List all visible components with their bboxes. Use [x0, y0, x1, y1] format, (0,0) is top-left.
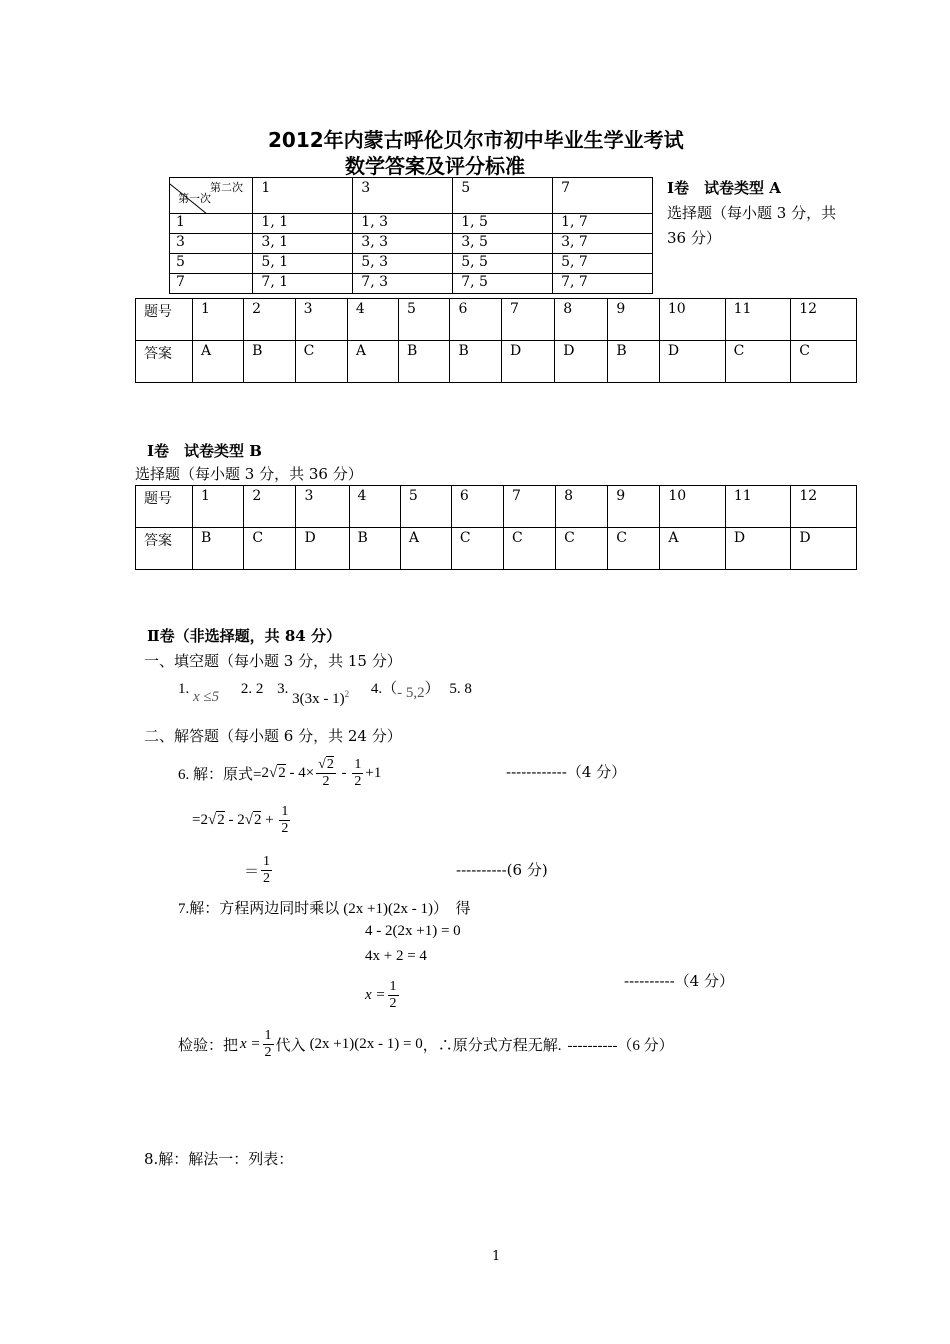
fill-heading: 一、填空题（每小题 3 分，共 15 分）: [144, 652, 402, 670]
q6-fraction: $\frac{√2}{2}$: [318, 756, 334, 789]
table-row: [170, 254, 653, 274]
q6-line3-frac: [261, 854, 272, 887]
answer-table-b: [135, 485, 857, 570]
table-row: [170, 274, 653, 294]
row-label: 题号: [136, 486, 193, 528]
col-header: 1: [253, 178, 353, 214]
page-number: 1: [492, 1249, 501, 1264]
table-cell: 7, 7: [553, 274, 653, 294]
q1-number: 1.: [178, 681, 190, 697]
table-cell: 5, 5: [453, 254, 553, 274]
row-label: 3: [170, 234, 253, 254]
row-label: 答案: [136, 341, 193, 383]
q6-frac-num: 2: [326, 756, 334, 772]
page-subtitle: 数学答案及评分标准: [345, 154, 525, 178]
question-number: 8: [555, 299, 608, 341]
answer-cell: C: [295, 341, 347, 383]
fill-answers: [178, 677, 472, 707]
answer-cell: C: [504, 528, 556, 570]
row-label: 7: [170, 274, 253, 294]
question-number: 10: [659, 299, 725, 341]
q2-answer: 2. 2: [240, 681, 264, 697]
answer-cell: A: [347, 341, 398, 383]
table-cell: 1, 7: [553, 214, 653, 234]
section-b-heading: Ⅰ卷 试卷类型 B: [147, 442, 262, 460]
q6-score-2: ----------(6 分): [456, 861, 548, 879]
q6-line2-rad1: 2: [217, 812, 225, 828]
q6-minus: -: [337, 764, 351, 781]
question-number: 6: [450, 299, 501, 341]
q6-line1: 6. 解：原式= 2 √ 2 - 4× $\frac{√2}{2}$ - $\frac{1}{2}$ +1: [178, 756, 382, 789]
col-header: 5: [453, 178, 553, 214]
q6-line3-den: 2: [263, 870, 271, 886]
q7-check-num: 1: [264, 1027, 272, 1043]
col-header: 7: [553, 178, 653, 214]
question-number: 3: [295, 299, 347, 341]
q6-half: [352, 757, 363, 790]
answer-cell: C: [608, 528, 660, 570]
q6-radicand: 2: [278, 765, 286, 781]
answer-cell: C: [556, 528, 608, 570]
q6-plus-one: +1: [365, 764, 382, 781]
answer-cell: B: [399, 341, 450, 383]
answer-cell: B: [193, 528, 244, 570]
question-number: 4: [349, 486, 400, 528]
answer-cell: A: [660, 528, 726, 570]
question-number: 9: [608, 486, 660, 528]
q7-score-1: ----------（4 分）: [624, 972, 734, 990]
table-cell: 7, 3: [353, 274, 453, 294]
section-a-desc-2: 36 分）: [667, 229, 721, 247]
q6-coef: 2: [261, 764, 269, 781]
q3-number: 3.: [277, 681, 289, 697]
question-number: 7: [504, 486, 556, 528]
table-cell: 1, 3: [353, 214, 453, 234]
answer-table-a: [135, 298, 857, 383]
q6-line2-eq: =2: [192, 811, 208, 828]
answer-cell: C: [791, 341, 857, 383]
q7-step3: [365, 973, 401, 1017]
question-number: 12: [791, 486, 857, 528]
question-number: 10: [660, 486, 726, 528]
question-number: 3: [296, 486, 349, 528]
q3-expression: 3(3x - 1): [292, 691, 345, 707]
question-number: 11: [725, 299, 791, 341]
q7-prefix: 7.解：方程两边同时乘以: [178, 901, 340, 917]
table-row: [136, 299, 857, 341]
q6-line2: =2 √ 2 - 2 √ 2 + $\frac{1}{2}$: [192, 803, 289, 836]
answer-cell: B: [349, 528, 400, 570]
answer-cell: D: [659, 341, 725, 383]
q3-exponent: 2: [344, 689, 350, 699]
q7-check-expr: (2x +1)(2x - 1) = 0: [309, 1035, 423, 1052]
q6-line3: [244, 848, 274, 892]
q7-step3-frac: [388, 979, 399, 1012]
table-cell: 1, 5: [453, 214, 553, 234]
table-row: [170, 234, 653, 254]
question-number: 5: [399, 299, 450, 341]
q7-check-den: 2: [264, 1044, 272, 1060]
table-row: [170, 214, 653, 234]
q4-number: 4.（: [370, 681, 398, 697]
answer-cell: C: [725, 341, 791, 383]
row-label: 5: [170, 254, 253, 274]
q7-check-x: x =: [240, 1035, 261, 1052]
question-number: 7: [501, 299, 554, 341]
question-number: 8: [556, 486, 608, 528]
q6-line2-frac: [279, 804, 290, 837]
row-label: 1: [170, 214, 253, 234]
q6-line2-plus: +: [261, 811, 278, 828]
corner-top-label: 第二次: [210, 181, 243, 194]
q4-close: ）: [424, 681, 440, 697]
question-number: 6: [451, 486, 503, 528]
row-label: 题号: [136, 299, 193, 341]
answer-cell: D: [296, 528, 349, 570]
q7-factor: (2x +1)(2x - 1): [343, 901, 433, 917]
question-number: 2: [244, 486, 296, 528]
listing-table: [169, 177, 653, 294]
section-a-desc: 选择题（每小题 3 分，共: [667, 204, 837, 222]
row-label: 答案: [136, 528, 193, 570]
table-cell: 1, 1: [253, 214, 353, 234]
q7-step3-lhs: x =: [365, 986, 386, 1003]
q6-line2-den: 2: [281, 820, 289, 836]
answer-cell: D: [501, 341, 554, 383]
question-number: 1: [193, 299, 244, 341]
answer-cell: D: [725, 528, 791, 570]
q6-line3-eq: ＝: [244, 863, 260, 880]
answer-cell: B: [244, 341, 295, 383]
q7-check-prefix: 检验：把: [178, 1037, 239, 1054]
col-header: 3: [353, 178, 453, 214]
table-cell: 7, 1: [253, 274, 353, 294]
table-cell: 3, 7: [553, 234, 653, 254]
q6-line3-num: 1: [263, 853, 271, 869]
question-number: 9: [608, 299, 659, 341]
page-title: 2012年内蒙古呼伦贝尔市初中毕业生学业考试: [268, 128, 684, 152]
table-cell: 3, 3: [353, 234, 453, 254]
q7-check-mid: 代入: [275, 1037, 306, 1054]
q7-step1: 4 - 2(2x +1) = 0: [365, 923, 461, 939]
answer-cell: B: [450, 341, 501, 383]
q7-step2: 4x + 2 = 4: [365, 948, 427, 964]
q3-answer: [292, 691, 349, 707]
q7-suffix: ） 得: [432, 901, 471, 917]
table-cell: 5, 7: [553, 254, 653, 274]
answer-cell: B: [608, 341, 659, 383]
q6-line2-num: 1: [281, 803, 289, 819]
q6-prefix: 6. 解：原式=: [178, 766, 262, 783]
corner-bottom-label: 第一次: [178, 192, 211, 205]
table-row: [136, 486, 857, 528]
table-cell: 3, 1: [253, 234, 353, 254]
q4-answer: - 5,2: [397, 685, 425, 701]
answer-cell: A: [193, 341, 244, 383]
question-number: 5: [400, 486, 451, 528]
question-number: 4: [347, 299, 398, 341]
table-cell: 5, 3: [353, 254, 453, 274]
q6-line2-rad2: 2: [253, 812, 262, 828]
q6-half-num: 1: [354, 756, 362, 772]
diagonal-header-cell: [170, 178, 253, 214]
q7-step3-num: 1: [389, 978, 397, 994]
q6-frac-den: 2: [322, 773, 330, 789]
q6-term: - 4×: [285, 764, 315, 781]
question-number: 1: [193, 486, 244, 528]
q6-score-1: ------------（4 分）: [506, 763, 627, 781]
q7-check-frac: [263, 1028, 274, 1061]
q7-score-2: ----------（6 分）: [567, 1037, 674, 1054]
table-cell: 7, 5: [453, 274, 553, 294]
answer-cell: D: [791, 528, 857, 570]
answer-cell: C: [451, 528, 503, 570]
part2-heading: Ⅱ卷（非选择题，共 84 分）: [147, 627, 341, 645]
section-b-desc: 选择题（每小题 3 分，共 36 分）: [135, 465, 363, 483]
q7-check-suffix: ，∴原分式方程无解.: [422, 1037, 562, 1054]
q7-step3-den: 2: [389, 995, 397, 1011]
answer-cell: A: [400, 528, 451, 570]
table-row: [136, 341, 857, 383]
q8-line: 8.解：解法一：列表：: [144, 1150, 294, 1168]
q6-half-den: 2: [354, 773, 362, 789]
q5-answer: 5. 8: [449, 681, 472, 697]
answer-cell: D: [555, 341, 608, 383]
q1-answer: x ≤5: [193, 689, 220, 705]
solve-heading: 二、解答题（每小题 6 分，共 24 分）: [144, 727, 402, 745]
table-row: [136, 528, 857, 570]
table-cell: 3, 5: [453, 234, 553, 254]
q7-line1: [178, 897, 470, 918]
q6-line2-mid: - 2: [224, 811, 245, 828]
question-number: 2: [244, 299, 295, 341]
table-cell: 5, 1: [253, 254, 353, 274]
section-a-heading: Ⅰ卷 试卷类型 A: [667, 179, 781, 197]
question-number: 11: [725, 486, 791, 528]
question-number: 12: [791, 299, 857, 341]
q7-check: [178, 1022, 674, 1066]
answer-cell: C: [244, 528, 296, 570]
